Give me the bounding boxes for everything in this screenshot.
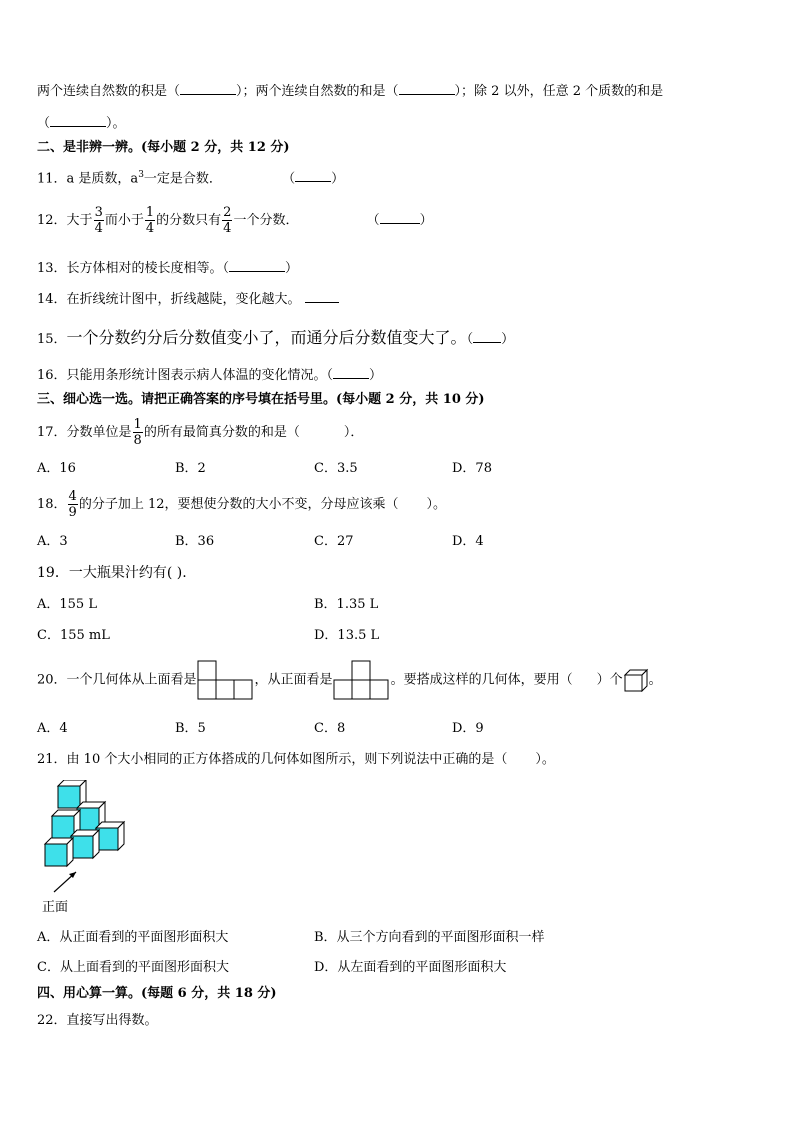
text: 大于 (66, 213, 93, 228)
text: ）。 (426, 497, 447, 512)
q21-option-d[interactable]: D．从左面看到的平面图形面积大 (314, 960, 507, 975)
denominator: 4 (145, 221, 155, 236)
answer-blank[interactable] (229, 258, 285, 272)
top-view-figure (197, 660, 255, 700)
numerator: 3 (94, 205, 103, 220)
fraction (222, 205, 232, 236)
text: （ (466, 332, 474, 347)
text: 17．分数单位是 (37, 425, 132, 440)
numerator: 1 (145, 205, 155, 220)
text: （ (282, 171, 296, 187)
text: 20．一个几何体从上面看是 (37, 672, 197, 688)
text: 一个分数约分后分数值变小了，而通分后分数值变大了。 (66, 328, 467, 347)
text: 一个分数． (233, 213, 299, 228)
q-num: 11． (37, 171, 67, 187)
question-16 (37, 365, 382, 386)
q17-option-d[interactable]: D．78 (452, 461, 492, 476)
text: ，从正面看是 (254, 672, 333, 688)
answer-blank[interactable] (50, 113, 106, 127)
answer-blank[interactable] (473, 329, 501, 343)
text: ）。 (106, 116, 126, 131)
text: 13．长方体相对的棱长度相等。（ (37, 261, 230, 276)
section-4-title: 四、用心算一算。(每题 6 分，共 18 分) (37, 986, 277, 1001)
text: 而小于 (104, 213, 144, 228)
fraction (94, 205, 104, 236)
question-line-1 (37, 81, 663, 102)
q20-option-a[interactable]: A．4 (37, 721, 68, 736)
text: 的分子加上 12，要想使分数的大小不变，分母应该乘（ (78, 497, 399, 512)
text: 21．由 10 个大小相同的正方体搭成的几何体如图所示，则下列说法中正确的是（ (37, 752, 508, 767)
cube-icon (623, 668, 649, 692)
answer-blank[interactable] (295, 168, 331, 182)
q-num: 12． (37, 213, 67, 228)
q20-option-d[interactable]: D．9 (452, 721, 484, 736)
question-11 (37, 165, 344, 189)
text: 。 (648, 672, 662, 688)
front-label: 正面 (42, 900, 69, 915)
q18-option-d[interactable]: D．4 (452, 534, 484, 549)
answer-blank[interactable] (180, 81, 236, 95)
text: ） (331, 171, 345, 187)
q20-option-c[interactable]: C．8 (314, 721, 346, 736)
text: （ (366, 213, 380, 228)
q18-option-a[interactable]: A．3 (37, 534, 68, 549)
text: 16．只能用条形统计图表示病人体温的变化情况。（ (37, 368, 334, 383)
text: ）个 (596, 672, 623, 688)
fraction (68, 489, 78, 520)
text: ）；除 2 以外，任意 2 个质数的和是 (454, 84, 664, 99)
q17-option-c[interactable]: C．3.5 (314, 461, 358, 476)
answer-blank[interactable] (380, 210, 420, 224)
text: ）。 (535, 752, 555, 767)
text: 14．在折线统计图中，折线越陡，变化越大。 (37, 292, 301, 307)
fraction (145, 205, 155, 236)
q19-option-d[interactable]: D．13.5 L (314, 628, 380, 643)
text: ）；两个连续自然数的和是（ (236, 84, 399, 99)
front-view-figure (333, 660, 391, 700)
text: （ (37, 116, 51, 131)
numerator: 2 (223, 205, 232, 220)
denominator: 4 (94, 221, 103, 236)
question-17 (37, 414, 363, 452)
fraction (133, 417, 143, 448)
section-3-title: 三、细心选一选。请把正确答案的序号填在括号里。(每小题 2 分，共 10 分) (37, 392, 485, 407)
denominator: 4 (223, 221, 232, 236)
q17-option-a[interactable]: A．16 (37, 461, 76, 476)
cube-stack-figure (40, 780, 130, 900)
q-num: 18． (37, 497, 67, 512)
question-12 (37, 202, 433, 240)
question-13 (37, 258, 298, 279)
text: 19．一大瓶果汁约有( ). (37, 565, 187, 581)
q18-option-c[interactable]: C．27 (314, 534, 354, 549)
answer-blank[interactable] (333, 365, 369, 379)
question-18 (37, 486, 446, 524)
q21-option-a[interactable]: A．从正面看到的平面图形面积大 (37, 930, 229, 945)
text: ） (419, 213, 433, 228)
numerator: 4 (68, 489, 77, 504)
cube (45, 838, 73, 866)
text: a 是质数，a (66, 171, 139, 187)
text: ） (501, 332, 515, 347)
q-num: 15． (37, 332, 67, 347)
answer-blank[interactable] (305, 289, 339, 303)
cube (71, 830, 99, 858)
text: ） (369, 368, 383, 383)
q19-option-c[interactable]: C．155 mL (37, 628, 110, 643)
q17-option-b[interactable]: B．2 (175, 461, 206, 476)
answer-blank[interactable] (399, 81, 455, 95)
cube (96, 822, 124, 850)
q18-option-b[interactable]: B．36 (175, 534, 215, 549)
question-15 (37, 328, 514, 350)
question-14 (37, 289, 339, 310)
text: 。要搭成这样的几何体，要用（ (390, 672, 573, 688)
question-21 (37, 750, 555, 770)
denominator: 9 (68, 505, 77, 520)
text: ）． (343, 425, 364, 440)
question-19 (37, 563, 187, 584)
superscript: 3 (138, 170, 144, 180)
question-22: 22．直接写出得数。 (37, 1013, 158, 1028)
question-20 (37, 660, 662, 701)
q19-option-a[interactable]: A．155 L (37, 597, 97, 612)
text: 的所有最简真分数的和是（ (143, 425, 300, 440)
numerator: 1 (133, 417, 142, 432)
text: 的分数只有 (156, 213, 222, 228)
section-2-title: 二、是非辨一辨。(每小题 2 分，共 12 分) (37, 140, 290, 155)
text: 两个连续自然数的积是（ (37, 84, 181, 99)
text: 一定是合数． (143, 171, 222, 187)
q20-option-b[interactable]: B．5 (175, 721, 206, 736)
q21-option-c[interactable]: C．从上面看到的平面图形面积大 (37, 960, 229, 975)
q21-option-b[interactable]: B．从三个方向看到的平面图形面积一样 (314, 930, 545, 945)
text: ） (285, 261, 299, 276)
q19-option-b[interactable]: B．1.35 L (314, 597, 379, 612)
denominator: 8 (133, 433, 142, 448)
question-line-2 (37, 113, 126, 134)
